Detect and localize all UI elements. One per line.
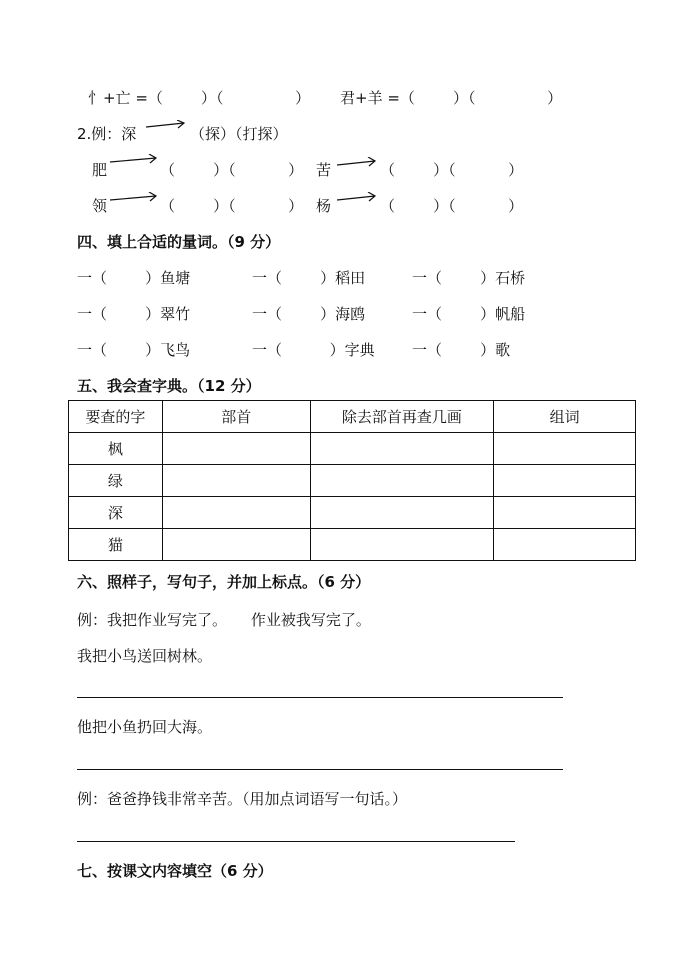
arrow-icon — [337, 192, 377, 204]
radical-cell[interactable] — [162, 465, 310, 497]
component-question-1: 忄+亡 =（ ）（ ） — [88, 89, 311, 107]
section7-title: 七、按课文内容填空（6 分） — [77, 862, 273, 880]
pair-blanks-ku: （ ）（ ） — [380, 161, 524, 179]
section5-title: 五、我会查字典。（12 分） — [77, 377, 261, 395]
arrow-icon — [337, 157, 377, 169]
example-arrow-icon — [146, 120, 186, 132]
pair-char-fei: 肥 — [92, 161, 108, 179]
table-row — [69, 433, 636, 465]
table-row — [69, 497, 636, 529]
dictionary-table — [68, 400, 636, 561]
measure-item: 一（ ）翠竹 — [77, 305, 191, 323]
table-row — [69, 465, 636, 497]
strokes-cell[interactable] — [310, 465, 494, 497]
pair-blanks-fei: （ ）（ ） — [160, 161, 304, 179]
row-char: 枫 — [69, 433, 163, 465]
pair-char-ling: 领 — [92, 197, 108, 215]
answer-line-3[interactable] — [77, 841, 515, 842]
strokes-cell[interactable] — [310, 497, 494, 529]
header-char: 要查的字 — [69, 401, 163, 433]
measure-item: 一（ ）歌 — [412, 341, 511, 359]
strokes-cell[interactable] — [310, 433, 494, 465]
words-cell[interactable] — [494, 529, 636, 561]
answer-line-1[interactable] — [77, 697, 563, 698]
table-row — [69, 529, 636, 561]
section4-title: 四、填上合适的量词。（9 分） — [77, 233, 281, 251]
words-cell[interactable] — [494, 465, 636, 497]
arrow-icon — [110, 192, 158, 204]
words-cell[interactable] — [494, 497, 636, 529]
table-header-row — [69, 401, 636, 433]
measure-item: 一（ ）帆船 — [412, 305, 526, 323]
header-strokes: 除去部首再查几画 — [310, 401, 494, 433]
measure-item: 一（ ）字典 — [252, 341, 375, 359]
radical-cell[interactable] — [162, 433, 310, 465]
measure-item: 一（ ）稻田 — [252, 269, 366, 287]
answer-line-2[interactable] — [77, 769, 563, 770]
section6-title: 六、照样子，写句子，并加上标点。（6 分） — [77, 573, 371, 591]
radical-cell[interactable] — [162, 497, 310, 529]
measure-item: 一（ ）海鸥 — [252, 305, 366, 323]
measure-item: 一（ ）飞鸟 — [77, 341, 191, 359]
radical-cell[interactable] — [162, 529, 310, 561]
example-prefix: 2.例：深 — [77, 125, 137, 143]
exercise-sentence-2: 他把小鱼扔回大海。 — [77, 718, 213, 736]
pair-char-ku: 苦 — [316, 161, 332, 179]
pair-char-yang: 杨 — [316, 197, 332, 215]
strokes-cell[interactable] — [310, 529, 494, 561]
example-sentence-2: 例：爸爸挣钱非常辛苦。（用加点词语写一句话。） — [77, 790, 408, 808]
header-words: 组词 — [494, 401, 636, 433]
pair-blanks-ling: （ ）（ ） — [160, 197, 304, 215]
measure-item: 一（ ）石桥 — [412, 269, 526, 287]
words-cell[interactable] — [494, 433, 636, 465]
row-char: 深 — [69, 497, 163, 529]
example-result: （探）（打探） — [190, 125, 288, 143]
exercise-sentence-1: 我把小鸟送回树林。 — [77, 647, 213, 665]
arrow-icon — [110, 154, 158, 166]
row-char: 猫 — [69, 529, 163, 561]
component-question-2: 君+羊 =（ ）（ ） — [340, 89, 563, 107]
example-sentence-1: 例：我把作业写完了。 作业被我写完了。 — [77, 611, 371, 629]
header-radical: 部首 — [162, 401, 310, 433]
pair-blanks-yang: （ ）（ ） — [380, 197, 524, 215]
measure-item: 一（ ）鱼塘 — [77, 269, 191, 287]
row-char: 绿 — [69, 465, 163, 497]
